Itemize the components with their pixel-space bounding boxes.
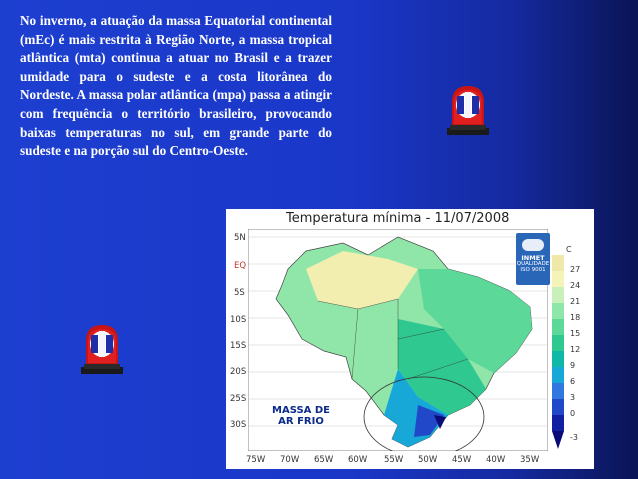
lon-label: 65W [314, 455, 334, 465]
scale-tick: 27 [570, 265, 581, 274]
lat-label: 10S [230, 315, 247, 325]
cold-air-mass-label: MASSA DE AR FRIO [272, 405, 330, 427]
siren-icon [80, 323, 124, 375]
scale-tick: 0 [570, 409, 576, 418]
logo-line: ISO 9001 [520, 267, 546, 273]
lat-label: 5N [234, 233, 246, 243]
slide-paragraph: No inverno, a atuação da massa Equatorial continental (mEc) é mais restrita à Região Norte, a massa tropical atlântica (mta) continua a atuar no Brasil e a trazer umidade para o sudeste e a costa litorânea do Nordeste. A massa polar atlântica (mpa) passa a atingir com frequência o território brasileiro, provocando baixas temperaturas no sul, em grande parte do sudeste e na porção sul do Centro-Oeste. [20, 13, 332, 159]
scale-tick: 24 [570, 281, 581, 290]
color-scale [552, 255, 566, 451]
lon-label: 35W [520, 455, 540, 465]
scale-tick: -3 [570, 433, 578, 442]
scale-tick: 12 [570, 345, 581, 354]
scale-tick: 15 [570, 329, 581, 338]
lon-label: 40W [486, 455, 506, 465]
scale-tick: 3 [570, 393, 576, 402]
lon-label: 70W [280, 455, 300, 465]
lon-label: 45W [452, 455, 472, 465]
lon-label: 75W [246, 455, 266, 465]
scale-tick: 9 [570, 361, 576, 370]
logo-word: INMET [521, 254, 545, 262]
lon-label: 50W [418, 455, 438, 465]
map-title: Temperatura mínima - 11/07/2008 [286, 211, 510, 226]
siren-icon [446, 84, 490, 136]
scale-tick: 6 [570, 377, 576, 386]
inmet-logo [516, 233, 550, 285]
lat-label: 5S [234, 288, 245, 298]
temperature-map [226, 209, 594, 469]
scale-tick: 21 [570, 297, 581, 306]
lat-label: 15S [230, 341, 247, 351]
lon-label: 55W [384, 455, 404, 465]
lat-label: EQ [234, 261, 247, 271]
lat-label: 25S [230, 394, 247, 404]
lat-label: 30S [230, 420, 247, 430]
lon-label: 60W [348, 455, 368, 465]
scale-unit: C [566, 245, 572, 254]
cloud-icon [522, 239, 544, 251]
lat-label: 20S [230, 367, 247, 377]
logo-line: QUALIDADE [516, 261, 550, 267]
scale-tick: 18 [570, 313, 581, 322]
